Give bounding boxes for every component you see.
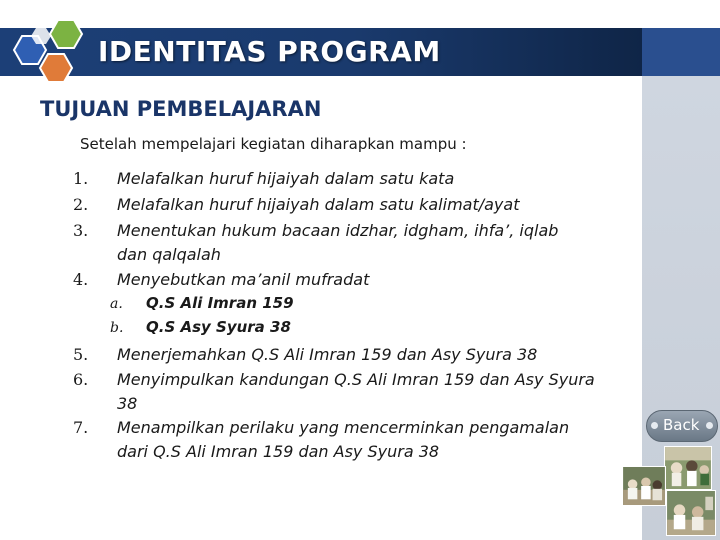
list-number: 2. bbox=[73, 195, 89, 214]
list-item: Menentukan hukum bacaan idzhar, idgham, ihfa’, iqlab dan qalqalah bbox=[117, 221, 559, 264]
list-item: Menyimpulkan kandungan Q.S Ali Imran 159 dan Asy Syura 38 bbox=[117, 370, 595, 413]
sub-list-letter: b. bbox=[110, 320, 124, 336]
list-number: 5. bbox=[73, 345, 89, 364]
sub-list-letter: a. bbox=[110, 296, 123, 312]
list-item: Melafalkan huruf hijaiyah dalam satu kalimat/ayat bbox=[117, 195, 520, 214]
header-bar-accent bbox=[642, 28, 720, 76]
list-number: 7. bbox=[73, 418, 89, 437]
list-item: Menerjemahkan Q.S Ali Imran 159 dan Asy Syura 38 bbox=[117, 345, 538, 364]
list-number: 3. bbox=[73, 221, 89, 240]
hexagon-green-icon bbox=[50, 20, 82, 48]
back-right-dot-icon bbox=[706, 422, 713, 429]
hexagon-logo-icon bbox=[6, 18, 84, 84]
back-button[interactable] bbox=[646, 410, 718, 442]
section-heading: TUJUAN PEMBELAJARAN bbox=[40, 97, 322, 121]
page-title: IDENTITAS PROGRAM bbox=[98, 35, 441, 68]
list-number: 6. bbox=[73, 370, 89, 389]
list-item: Melafalkan huruf hijaiyah dalam satu kata bbox=[117, 169, 455, 188]
photo-thumbnail-top bbox=[664, 446, 712, 490]
list-item: Menampilkan perilaku yang mencerminkan pengamalan dari Q.S Ali Imran 159 dan Asy Syura 38 bbox=[117, 418, 570, 461]
photo-thumbnail-bottom bbox=[666, 490, 716, 536]
hexagon-orange-icon bbox=[40, 54, 72, 82]
intro-text: Setelah mempelajari kegiatan diharapkan mampu : bbox=[80, 135, 467, 153]
sub-list-item: Q.S Asy Syura 38 bbox=[146, 318, 291, 336]
list-number: 4. bbox=[73, 270, 89, 289]
back-left-dot-icon bbox=[651, 422, 658, 429]
sub-list-item: Q.S Ali Imran 159 bbox=[146, 294, 294, 312]
list-number: 1. bbox=[73, 169, 89, 188]
back-button-label: Back bbox=[663, 416, 700, 434]
list-item: Menyebutkan ma’anil mufradat bbox=[117, 270, 370, 289]
photo-thumbnail-left bbox=[622, 466, 666, 506]
